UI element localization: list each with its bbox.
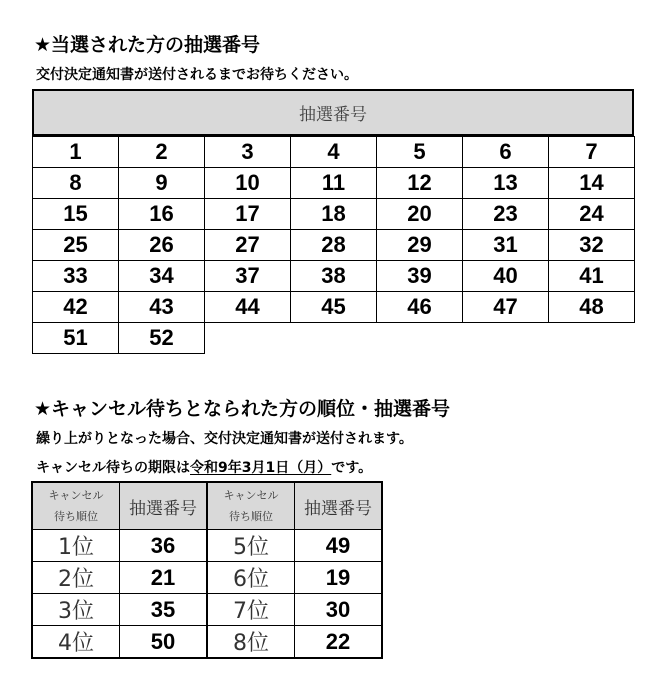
lottery-number-cell: 43	[118, 291, 205, 323]
lottery-number-cell: 26	[118, 229, 205, 261]
lottery-number-cell: 27	[204, 229, 291, 261]
col-rank-header	[32, 482, 120, 530]
lottery-number-cell: 37	[204, 260, 291, 292]
col-rank-line1: キャンセル	[48, 489, 104, 502]
lottery-number-cell: 9	[118, 167, 205, 199]
col-rank-line2: 待ち順位	[54, 510, 98, 523]
lottery-number-cell: 44	[204, 291, 291, 323]
lottery-number-cell: 23	[462, 198, 549, 230]
col-rank-line2-right: 待ち順位	[229, 510, 273, 523]
table-row	[32, 530, 382, 562]
lottery-number-cell: 7	[548, 136, 635, 168]
winners-table-header: 抽選番号	[32, 89, 634, 136]
lottery-number-cell: 2	[118, 136, 205, 168]
lottery-number-cell: 17	[204, 198, 291, 230]
lottery-number-cell: 45	[290, 291, 377, 323]
number-cell: 36	[120, 530, 208, 562]
number-cell: 49	[295, 530, 383, 562]
lottery-number-cell: 46	[376, 291, 463, 323]
number-cell: 21	[120, 562, 208, 594]
waitlist-table	[31, 481, 383, 659]
winners-note: 交付決定通知書が送付されるまでお待ちください。	[36, 67, 358, 83]
lottery-number-cell: 11	[290, 167, 377, 199]
rank-cell: 5位	[207, 530, 295, 562]
lottery-number-cell: 18	[290, 198, 377, 230]
lottery-number-cell: 48	[548, 291, 635, 323]
lottery-number-cell: 39	[376, 260, 463, 292]
lottery-number-cell: 5	[376, 136, 463, 168]
number-cell: 19	[295, 562, 383, 594]
lottery-number-cell: 42	[32, 291, 119, 323]
col-rank-line1-right: キャンセル	[223, 489, 279, 502]
lottery-number-cell: 20	[376, 198, 463, 230]
table-row	[32, 562, 382, 594]
lottery-number-cell: 3	[204, 136, 291, 168]
lottery-number-cell: 38	[290, 260, 377, 292]
number-cell: 30	[295, 594, 383, 626]
number-cell: 35	[120, 594, 208, 626]
rank-cell: 6位	[207, 562, 295, 594]
lottery-number-cell: 24	[548, 198, 635, 230]
rank-cell: 4位	[32, 626, 120, 659]
lottery-number-cell: 1	[32, 136, 119, 168]
lottery-number-cell: 40	[462, 260, 549, 292]
col-number-header-right: 抽選番号	[295, 482, 383, 530]
lottery-number-cell: 47	[462, 291, 549, 323]
lottery-number-cell: 29	[376, 229, 463, 261]
lottery-number-cell: 31	[462, 229, 549, 261]
lottery-number-cell: 14	[548, 167, 635, 199]
rank-cell: 7位	[207, 594, 295, 626]
lottery-number-cell: 33	[32, 260, 119, 292]
waitlist-title: ★キャンセル待ちとなられた方の順位・抽選番号	[34, 398, 451, 420]
lottery-number-cell: 51	[32, 322, 119, 354]
table-row	[32, 594, 382, 626]
lottery-number-cell: 34	[118, 260, 205, 292]
winners-table	[32, 89, 634, 354]
lottery-number-cell: 28	[290, 229, 377, 261]
lottery-number-cell: 10	[204, 167, 291, 199]
winners-title: ★当選された方の抽選番号	[34, 34, 261, 56]
number-cell: 50	[120, 626, 208, 659]
lottery-number-cell: 16	[118, 198, 205, 230]
lottery-number-cell: 52	[118, 322, 205, 354]
waitlist-note: 繰り上がりとなった場合、交付決定通知書が送付されます。	[36, 431, 413, 447]
rank-cell: 2位	[32, 562, 120, 594]
rank-cell: 1位	[32, 530, 120, 562]
lottery-number-cell: 13	[462, 167, 549, 199]
lottery-number-cell: 41	[548, 260, 635, 292]
table-row	[32, 626, 382, 659]
rank-cell: 3位	[32, 594, 120, 626]
lottery-number-cell: 12	[376, 167, 463, 199]
col-number-header: 抽選番号	[120, 482, 208, 530]
lottery-number-cell: 8	[32, 167, 119, 199]
lottery-number-cell: 6	[462, 136, 549, 168]
lottery-number-cell: 25	[32, 229, 119, 261]
rank-cell: 8位	[207, 626, 295, 659]
lottery-number-cell: 15	[32, 198, 119, 230]
col-rank-header-right	[207, 482, 295, 530]
lottery-number-cell: 32	[548, 229, 635, 261]
deadline-suffix: です。	[331, 460, 373, 476]
number-cell: 22	[295, 626, 383, 659]
winners-number-grid	[33, 137, 634, 354]
deadline-date: 令和9年3月1日（月）	[190, 460, 332, 476]
deadline-prefix: キャンセル待ちの期限は	[36, 460, 190, 476]
waitlist-deadline-note	[36, 457, 372, 477]
lottery-number-cell: 4	[290, 136, 377, 168]
